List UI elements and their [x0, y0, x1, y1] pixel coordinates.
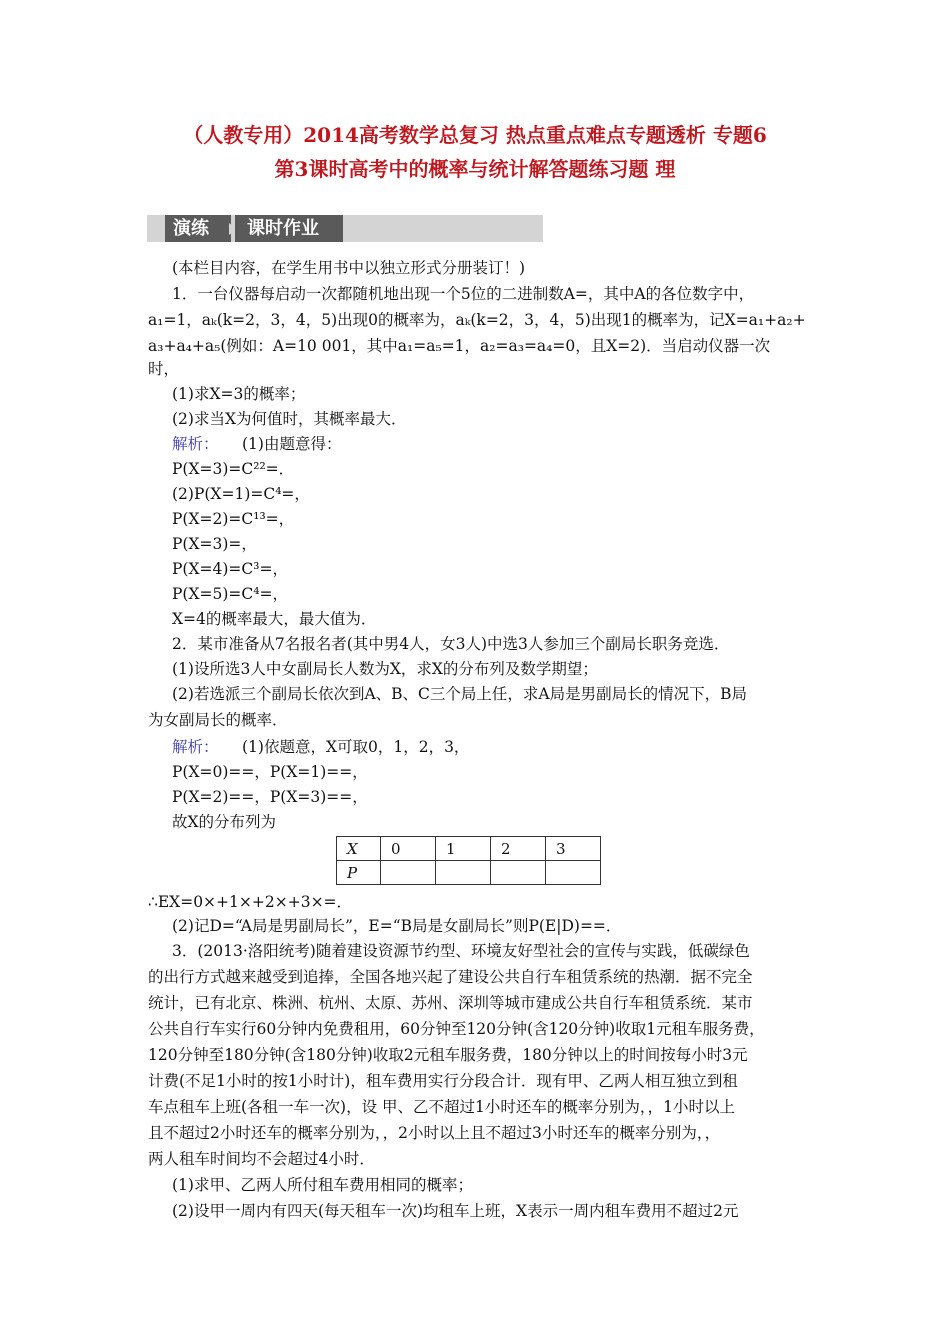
table-cell — [546, 861, 601, 885]
problem-3-line: 公共自行车实行60分钟内免费租用，60分钟至120分钟(含120分钟)收取1元租车服务费， — [148, 1020, 765, 1038]
solution-2-line: (1)依题意，X可取0，1，2，3， — [242, 738, 470, 756]
solution-2-line: (2)记D=“A局是男副局长”，E=“B局是女副局长”则P(E|D)==． — [172, 917, 622, 935]
table-cell: 0 — [381, 837, 436, 861]
problem-2-part-2: (2)若选派三个副局长依次到A、B、C三个局上任，求A局是男副局长的情况下，B局 — [172, 685, 747, 703]
problem-3-line: 计费(不足1小时的按1小时计)，租车费用实行分段合计．现有甲、乙两人相互独立到租 — [148, 1072, 738, 1090]
solution-1-line: P(X=4)=C³=， — [172, 560, 288, 578]
problem-3-line: 3．(2013·洛阳统考)随着建设资源节约型、环境友好型社会的宣传与实践，低碳绿色 — [172, 942, 750, 960]
table-cell: 1 — [436, 837, 491, 861]
problem-1-part-2: (2)求当X为何值时，其概率最大． — [172, 410, 407, 428]
table-cell — [436, 861, 491, 885]
problem-1-line: a₁=1，aₖ(k=2，3，4，5)出现0的概率为，aₖ(k=2，3，4，5)出现1的概率为，记X=a₁+a₂+ — [148, 311, 806, 329]
problem-2-part-1: (1)设所选3人中女副局长人数为X，求X的分布列及数学期望； — [172, 660, 598, 678]
problem-1-line: a₃+a₄+a₅(例如：A=10 001，其中a₁=a₅=1，a₂=a₃=a₄=0，且X=2)．当启动仪器一次 — [148, 337, 771, 355]
table-cell: 3 — [546, 837, 601, 861]
solution-1-line: P(X=2)=C¹³=， — [172, 510, 295, 528]
table-row — [337, 837, 601, 861]
problem-3-part-1: (1)求甲、乙两人所付租车费用相同的概率； — [172, 1176, 473, 1194]
problem-2-line: 2．某市准备从7名报名者(其中男4人，女3人)中选3人参加三个副局长职务竞选． — [172, 635, 730, 653]
note-line: (本栏目内容，在学生用书中以独立形式分册装订！) — [172, 259, 526, 277]
solution-2-line: P(X=2)==，P(X=3)==， — [172, 788, 368, 806]
problem-3-part-2: (2)设甲一周内有四天(每天租车一次)均租车上班，X表示一周内租车费用不超过2元 — [172, 1202, 739, 1220]
document-title-line-1: （人教专用）2014高考数学总复习 热点重点难点专题透析 专题6 — [183, 123, 767, 147]
table-cell — [381, 861, 436, 885]
document-title-line-2: 第3课时高考中的概率与统计解答题练习题 理 — [274, 157, 676, 181]
section-banner — [147, 215, 543, 242]
problem-1-line: 时， — [148, 360, 180, 378]
problem-3-line: 的出行方式越来越受到追捧，全国各地兴起了建设公共自行车租赁系统的热潮．据不完全 — [148, 968, 753, 986]
solution-1-line: X=4的概率最大，最大值为． — [172, 610, 377, 628]
table-row — [337, 861, 601, 885]
table-cell: 2 — [491, 837, 546, 861]
problem-2-part-2: 为女副局长的概率． — [148, 711, 288, 729]
solution-2-line: P(X=0)==，P(X=1)==， — [172, 763, 368, 781]
solution-2-line: ∴EX=0×+1×+2×+3×=． — [148, 893, 353, 911]
banner-label-right: 课时作业 — [235, 215, 343, 242]
solution-1-line: P(X=3)=， — [172, 535, 257, 553]
solution-1-line: (1)由题意得： — [242, 435, 342, 453]
problem-3-line: 120分钟至180分钟(含180分钟)收取2元租车服务费，180分钟以上的时间按每小时3元 — [148, 1046, 748, 1064]
solution-1-line: P(X=5)=C⁴=， — [172, 585, 288, 603]
problem-3-line: 两人租车时间均不会超过4小时． — [148, 1150, 375, 1168]
solution-2-line: 故X的分布列为 — [172, 813, 277, 831]
banner-label-left: 演练 — [165, 215, 231, 242]
solution-label: 解析： — [172, 738, 219, 756]
problem-3-line: 统计，已有北京、株洲、杭州、太原、苏州、深圳等城市建成公共自行车租赁系统．某市 — [148, 994, 753, 1012]
distribution-table — [336, 836, 601, 885]
problem-3-line: 且不超过2小时还车的概率分别为，，2小时以上且不超过3小时还车的概率分别为，， — [148, 1124, 721, 1142]
solution-1-line: P(X=3)=C²²=． — [172, 460, 295, 478]
table-cell: X — [337, 837, 381, 861]
problem-1-part-1: (1)求X=3的概率； — [172, 385, 306, 403]
solution-label: 解析： — [172, 435, 219, 453]
problem-1-line: 1．一台仪器每启动一次都随机地出现一个5位的二进制数A=，其中A的各位数字中， — [172, 285, 755, 303]
table-cell — [491, 861, 546, 885]
table-cell: P — [337, 861, 381, 885]
problem-3-line: 车点租车上班(各租一车一次)，设 甲、乙不超过1小时还车的概率分别为，，1小时以上 — [148, 1098, 735, 1116]
solution-1-line: (2)P(X=1)=C⁴=， — [172, 485, 310, 503]
